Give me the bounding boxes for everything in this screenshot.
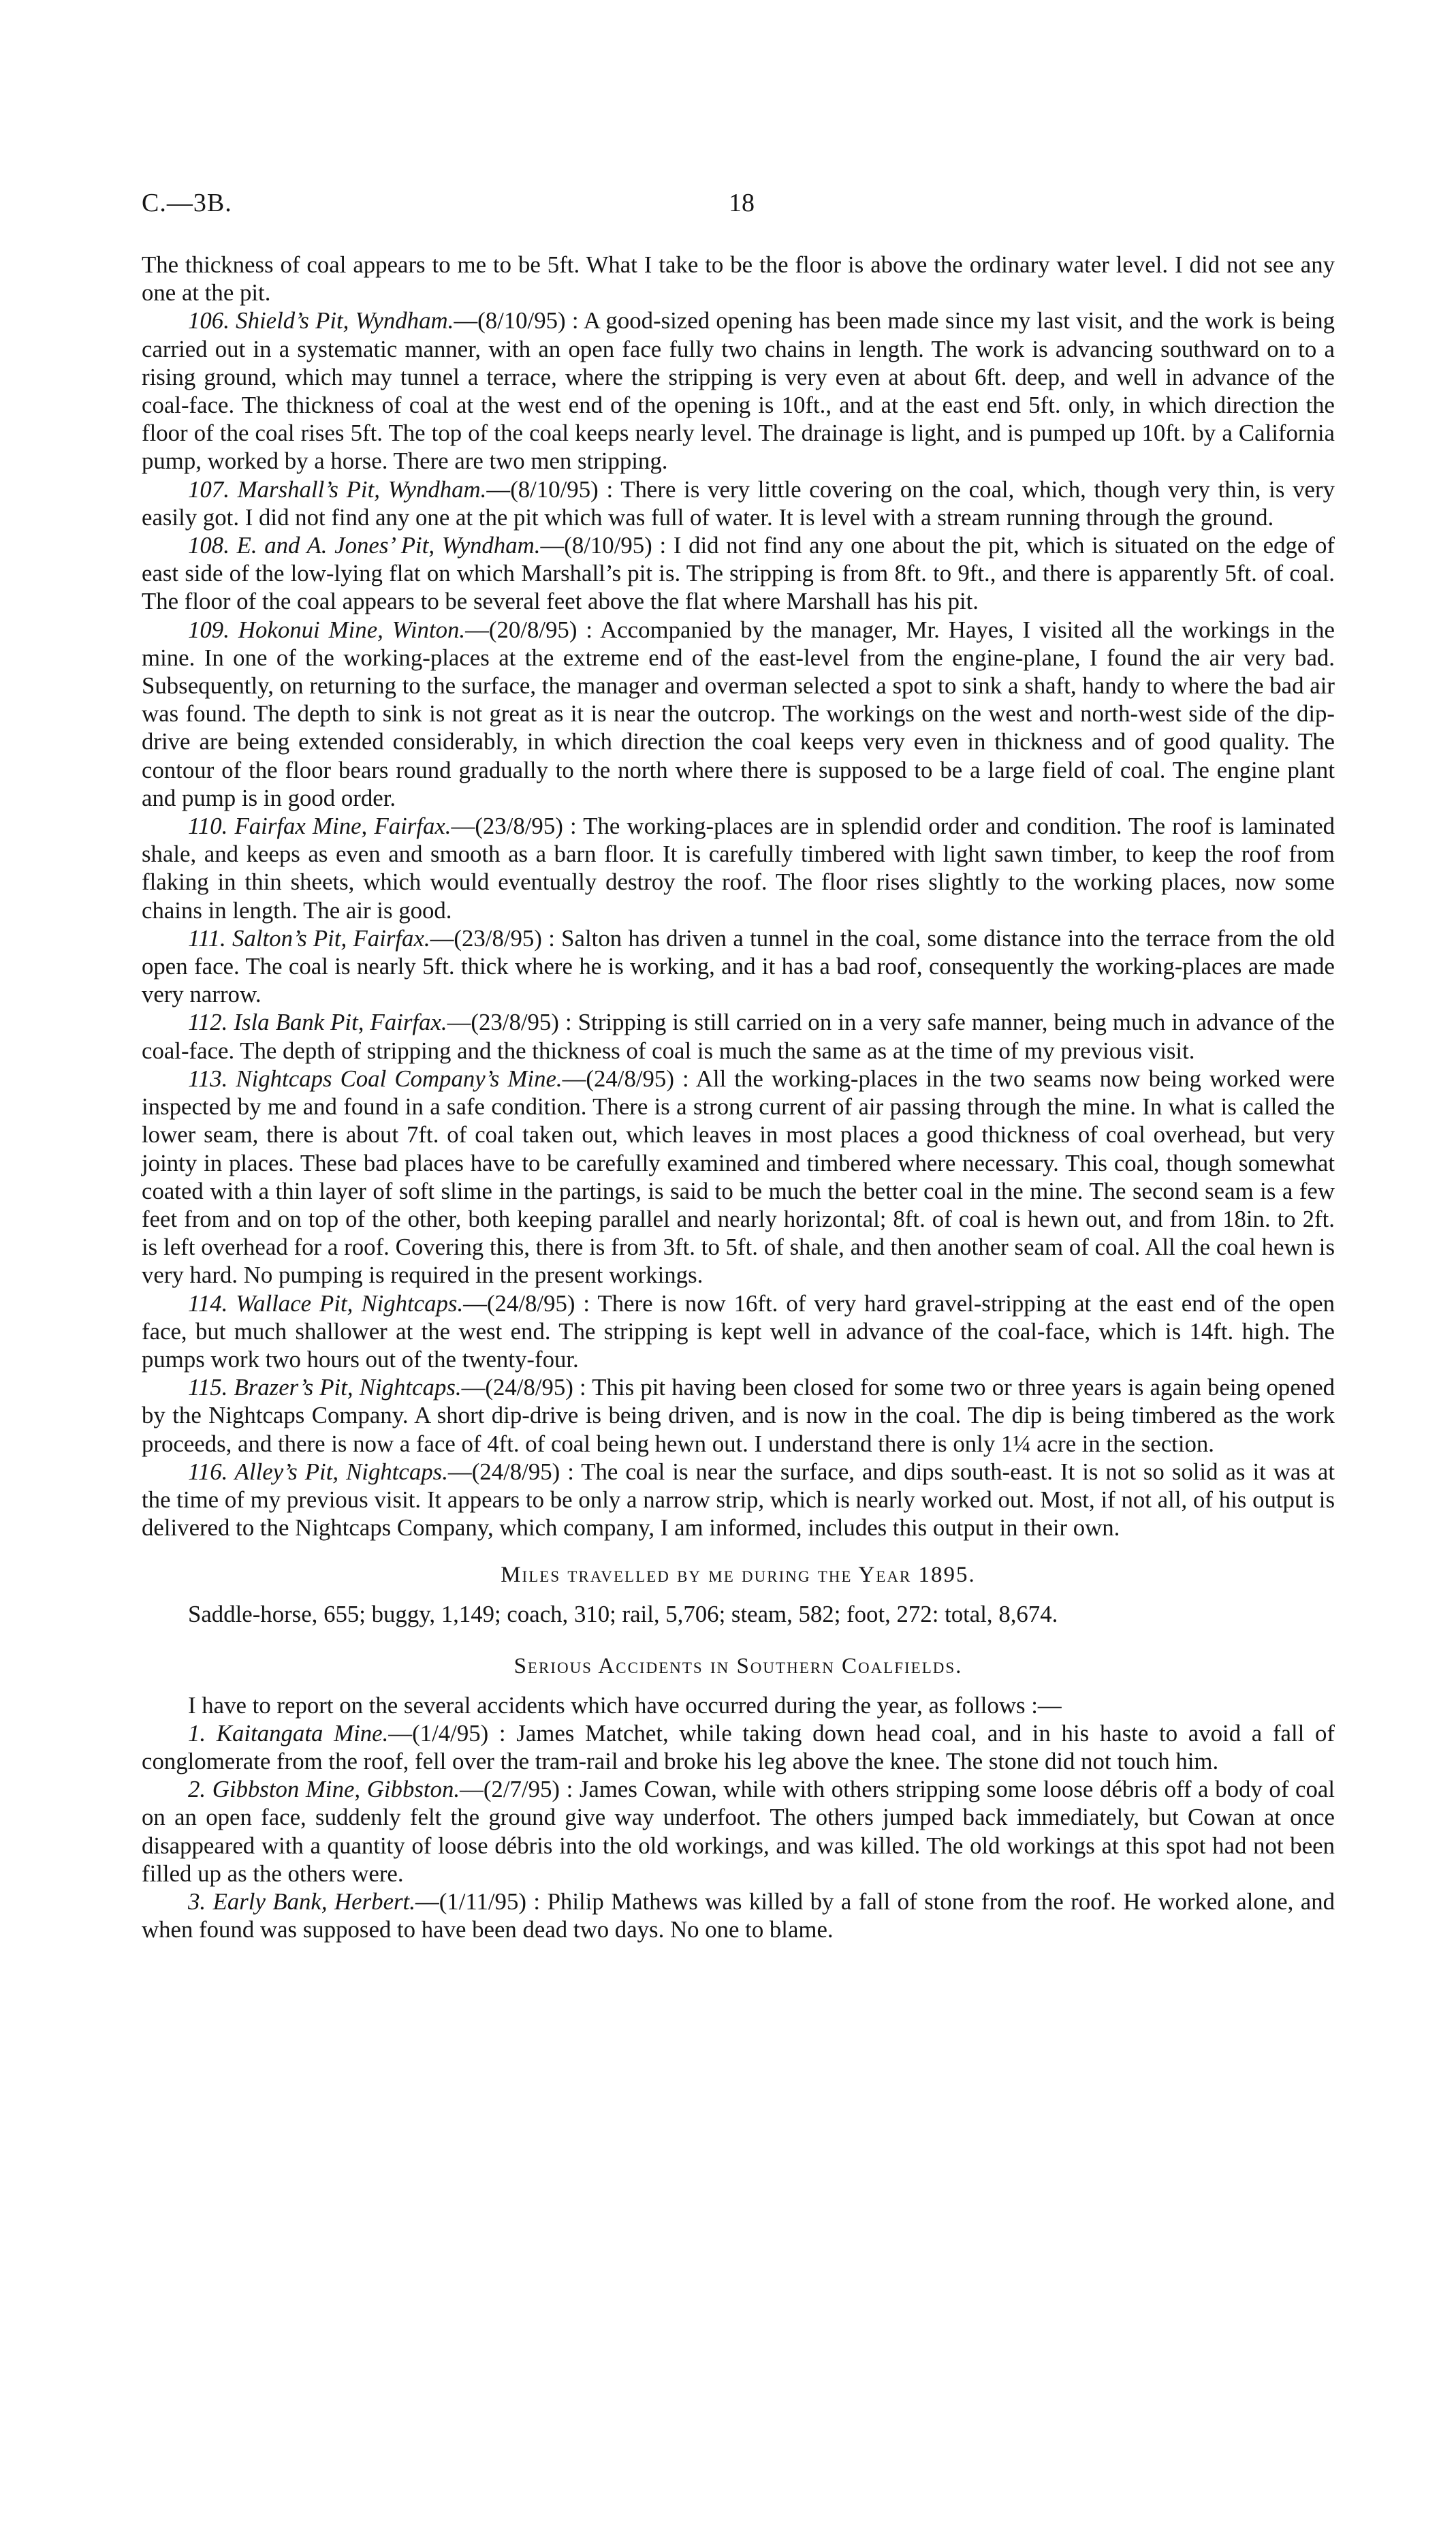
entry-date: —(8/10/95) : <box>540 532 667 559</box>
page-number: 18 <box>729 189 755 217</box>
entry-title: 115. Brazer’s Pit, Nightcaps. <box>188 1374 462 1401</box>
accident-date: —(1/11/95) : <box>415 1888 541 1915</box>
entry-date: —(23/8/95) : <box>451 813 577 840</box>
accidents-intro <box>142 1691 1335 1719</box>
report-entry-106 <box>142 307 1335 475</box>
accident-text: James Cowan, while with others stripping some loose débris off a body of coal on an open face, suddenly felt the ground give way underfoot. The others jumped back immediately, but Cowan at once disappeared with a quantity of loose débris into the old workings, and was killed. The old workings at this spot had not been filled up as the others were. <box>142 1776 1335 1887</box>
entry-title: 107. Marshall’s Pit, Wyndham. <box>188 475 487 503</box>
report-entry-116 <box>142 1458 1335 1542</box>
entry-date: —(23/8/95) : <box>430 924 555 952</box>
paragraph-text: The thickness of coal appears to me to be 5ft. What I take to be the floor is above the ordinary water level. I did not see any one at the pit. <box>142 251 1335 307</box>
accident-text: Philip Mathews was killed by a fall of stone from the roof. He worked alone, and when found was supposed to have been dead two days. No one to blame. <box>142 1888 1335 1943</box>
entry-title: 110. Fairfax Mine, Fairfax. <box>188 813 452 840</box>
accident-entry-3 <box>142 1888 1335 1943</box>
entry-date: —(24/8/95) : <box>562 1065 689 1092</box>
entry-text: The working-places are in splendid order and condition. The roof is laminated shale, and keeps as even and smooth as a barn floor. It is carefully timbered with light sawn timber, to keep the roof from flaking in thin sheets, which would eventually destroy the roof. The floor rises slightly to the working places, now some chains in length. The air is good. <box>142 813 1335 924</box>
entry-title: 106. Shield’s Pit, Wyndham. <box>188 307 454 334</box>
entry-title: 113. Nightcaps Coal Company’s Mine. <box>188 1065 563 1092</box>
entry-text: This pit having been closed for some two or three years is again being opened by the Nightcaps Company. A short dip-drive is being driven, and is now in the coal. The dip is being timbered as the work proceeds, and there is now a face of 4ft. of coal being hewn out. I understand there is only 1¼ acre in the section. <box>142 1374 1335 1457</box>
accident-date: —(1/4/95) : <box>388 1719 506 1747</box>
document-code: C.—3B. <box>142 189 232 217</box>
entry-text: Stripping is still carried on in a very safe manner, being much in advance of the coal-face. The depth of stripping and the thickness of coal is much the same as at the time of my previous visit. <box>142 1009 1335 1064</box>
entry-title: 112. Isla Bank Pit, Fairfax. <box>188 1009 447 1036</box>
accident-title: 1. Kaitangata Mine. <box>188 1719 389 1747</box>
entry-title: 108. E. and A. Jones’ Pit, Wyndham. <box>188 532 541 559</box>
entry-date: —(24/8/95) : <box>461 1374 586 1401</box>
page-header <box>142 183 1314 223</box>
report-entry-113 <box>142 1065 1335 1289</box>
entry-date: —(23/8/95) : <box>447 1009 572 1036</box>
report-entry-112 <box>142 1008 1335 1064</box>
accident-text: James Matchet, while taking down head coal, and in his haste to avoid a fall of conglomerate from the roof, fell over the tram-rail and broke his leg above the knee. The stone did not touch him. <box>142 1719 1335 1774</box>
miles-text: Saddle-horse, 655; buggy, 1,149; coach, 310; rail, 5,706; steam, 582; foot, 272: total, 8,674. <box>188 1601 1058 1628</box>
entry-title: 114. Wallace Pit, Nightcaps. <box>188 1289 464 1317</box>
miles-paragraph <box>142 1600 1335 1628</box>
entry-date: —(8/10/95) : <box>454 307 579 334</box>
accident-title: 3. Early Bank, Herbert. <box>188 1888 415 1915</box>
entry-title: 116. Alley’s Pit, Nightcaps. <box>188 1458 448 1485</box>
entry-date: —(20/8/95) : <box>465 616 593 643</box>
entry-text: Accompanied by the manager, Mr. Hayes, I visited all the workings in the mine. In one of the working-places at the extreme end of the east-level from the engine-plane, I found the air very bad. Subsequently, on returning to the surface, the manager and overman selected a spot to sink a shaft, handy to where the bad air was found. The depth to sink is not great as it is near the outcrop. The workings on the west and north-west side of the dip-drive are being extended considerably, in which direction the coal keeps very even in thickness and of good quality. The contour of the floor bears round gradually to the north where there is supposed to be a large field of coal. The engine plant and pump is in good order. <box>142 616 1335 811</box>
report-entry-115 <box>142 1373 1335 1458</box>
accident-title: 2. Gibbston Mine, Gibbston. <box>188 1776 460 1803</box>
entry-text: All the working-places in the two seams now being worked were inspected by me and found in a safe condition. There is a strong current of air passing through the mine. In what is called the lower seam, there is about 7ft. of coal taken out, which leaves in most places a good thickness of coal overhead, but very jointy in places. These bad places have to be carefully examined and timbered where necessary. This coal, though somewhat coated with a thin layer of soft slime in the partings, is said to be much the better coal in the mine. The second seam is a few feet from and on top of the other, both keeping parallel and nearly horizontal; 8ft. of coal is hewn out, and from 18in. to 2ft. is left overhead for a roof. Covering this, there is from 3ft. to 5ft. of shale, and then another seam of coal. All the coal hewn is very hard. No pumping is required in the present workings. <box>142 1065 1335 1289</box>
accident-entry-1 <box>142 1719 1335 1775</box>
report-entry-107 <box>142 475 1335 531</box>
accidents-intro-text: I have to report on the several accidents which have occurred during the year, as follows :— <box>188 1691 1062 1719</box>
entry-date: —(8/10/95) : <box>486 475 614 503</box>
entry-date: —(24/8/95) : <box>463 1289 590 1317</box>
report-entry-108 <box>142 531 1335 616</box>
entry-text: There is very little covering on the coal, which, though very thin, is very easily got. I did not find any one at the pit which was full of water. It is level with a stream running through the ground. <box>142 475 1335 531</box>
report-entry-110 <box>142 812 1335 924</box>
entry-text: A good-sized opening has been made since my last visit, and the work is being carried out in a systematic manner, with an open face fully two chains in length. The work is advancing southward on to a rising ground, which may tunnel a terrace, where the stripping is very even at about 6ft. deep, and well in advance of the coal-face. The thickness of coal at the west end of the opening is 10ft., and at the east end 5ft. only, in which direction the floor of the coal rises 5ft. The top of the coal keeps nearly level. The drainage is light, and is pumped up 10ft. by a California pump, worked by a horse. There are two men stripping. <box>142 307 1335 475</box>
report-entry-111 <box>142 924 1335 1009</box>
accident-entry-2 <box>142 1775 1335 1888</box>
entry-title: 109. Hokonui Mine, Winton. <box>188 616 466 643</box>
entry-text: There is now 16ft. of very hard gravel-stripping at the east end of the open face, but much shallower at the west end. The stripping is kept well in advance of the coal-face, which is 14ft. high. The pumps work two hours out of the twenty-four. <box>142 1289 1335 1373</box>
entry-date: —(24/8/95) : <box>447 1458 574 1485</box>
accident-date: —(2/7/95) : <box>460 1776 573 1803</box>
accidents-heading: Serious Accidents in Southern Coalfields. <box>513 1653 963 1678</box>
entry-title: 111. Salton’s Pit, Fairfax. <box>188 924 430 952</box>
miles-heading: Miles travelled by me during the Year 1895. <box>501 1563 976 1588</box>
entry-text: The coal is near the surface, and dips south-east. It is not so solid as it was at the time of my previous visit. It appears to be only a narrow strip, which is nearly worked out. Most, if not all, of his output is delivered to the Nightcaps Company, which company, I am informed, includes this output in their own. <box>142 1458 1335 1542</box>
report-entry-114 <box>142 1289 1335 1374</box>
report-entry-109 <box>142 616 1335 812</box>
paragraph-continued <box>142 251 1335 307</box>
entry-text: Salton has driven a tunnel in the coal, some distance into the terrace from the old open face. The coal is nearly 5ft. thick where he is working, and it has a bad roof, consequently the working-places are made very narrow. <box>142 924 1335 1008</box>
page-body <box>142 251 1335 1943</box>
entry-text: I did not find any one about the pit, which is situated on the edge of east side of the low-lying flat on which Marshall’s pit is. The stripping is from 8ft. to 9ft., and there is apparently 5ft. of coal. The floor of the coal appears to be several feet above the flat where Marshall has his pit. <box>142 532 1335 615</box>
